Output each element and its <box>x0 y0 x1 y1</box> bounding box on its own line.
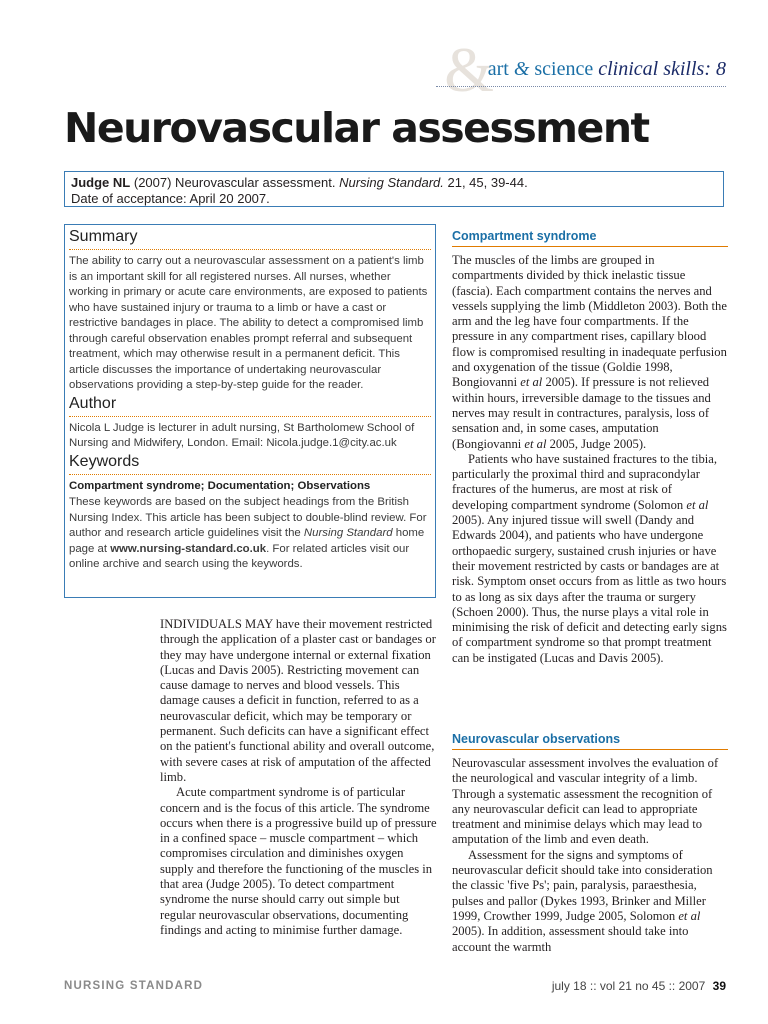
header-art: art <box>487 58 509 80</box>
neurovascular-text <box>452 756 728 955</box>
header-series: clinical skills: 8 <box>598 58 726 80</box>
citation-journal: Nursing Standard. <box>339 175 444 190</box>
page-number: 39 <box>712 979 726 993</box>
citation-volume: 21, 45, 39-44. <box>447 175 528 190</box>
article-title: Neurovascular assessment <box>64 104 649 152</box>
author-heading: Author <box>69 394 431 417</box>
header-science: science <box>534 58 594 80</box>
series-title <box>488 58 726 81</box>
intro-paragraph: INDIVIDUALS MAY have their movement restricted through the application of a plaster cast or bandages or they may have undergone internal or external fixation (Lucas and Davis 2005). Restricting movement can cause damage to nerves and blood vessels. This damage causes a deficit in function, referred to as a neurovascular deficit, which may be temporary or permanent. Such deficits can have a significant effect on the patient's functional ability and overall outcome, with severe cases at risk of amputation of the affected limb. <box>160 617 436 784</box>
footer-issue-text: july 18 :: vol 21 no 45 :: 2007 <box>551 979 706 993</box>
section-heading-compartment: Compartment syndrome <box>452 229 728 247</box>
compartment-syndrome-text <box>452 253 728 666</box>
footer-journal: NURSING STANDARD <box>64 980 204 992</box>
summary-text: The ability to carry out a neurovascular assessment on a patient's limb is an important skill for all registered nurses. All nurses, whether working in primary or acute care environments, are exposed to patients who have sustained injury or trauma to a limb or have a cast or restrictive bandages in place. The ability to detect a compromised limb through careful observation enables prompt referral and subsequent treatment, which may otherwise result in a permanent deficit. This article discusses the importance of undertaking neurovascular observations providing a step-by-step guide for the reader. <box>69 255 428 391</box>
keywords-heading: Keywords <box>69 452 431 475</box>
header-amp: & <box>513 58 530 80</box>
citation-box <box>64 171 724 207</box>
cs-paragraph-1: The muscles of the limbs are grouped in compartments divided by thick inelastic tissue (fascia). Each compartment contains the nerves and vessels supplying the limb (Middleton 2003). Both the arm and the leg have four compartments. If the pressure in any compartment rises, capillary blood flow is compromised resulting in inadequate perfusion and oxygenation of the tissue (Goldie 1998, Bongiovanni et al 2005). If pressure is not relieved within hours, irreversible damage to the tissues and nerves may result in contractures, paralysis, loss of sensation and, in some cases, amputation (Bongiovanni et al 2005, Judge 2005). <box>452 253 727 451</box>
summary-heading: Summary <box>69 227 431 250</box>
citation-line <box>71 175 717 191</box>
citation-author: Judge NL <box>71 175 131 190</box>
header-rule <box>436 86 726 87</box>
author-text: Nicola L Judge is lecturer in adult nursing, St Bartholomew School of Nursing and Midwifery, London. Email: Nicola.judge.1@city.ac.uk <box>69 421 415 449</box>
ampersand-watermark: & <box>444 34 494 105</box>
nv-paragraph-2: Assessment for the signs and symptoms of neurovascular deficit should take into consideration the classic 'five Ps'; pain, paralysis, paraesthesia, pulses and pallor (Dykes 1993, Brinker and Miller 1999, Crowther 1999, Judge 2005, Solomon et al 2005). In addition, assessment should take into account the warmth <box>452 847 713 954</box>
series-header <box>426 34 726 105</box>
nv-paragraph-1: Neurovascular assessment involves the evaluation of the neurological and vascular integrity of a limb. Through a systematic assessment the recognition of any neurovascular deficit can lead to appropriate treatment and minimise delays which may lead to amputation of the limb and even death. <box>452 756 719 847</box>
keywords-list: Compartment syndrome; Documentation; Observations <box>69 479 371 492</box>
summary-box <box>64 224 436 598</box>
keywords-note: These keywords are based on the subject headings from the British Nursing Index. This article has been subject to double-blind review. For author and research article guidelines visit the Nursing Standard home page at www.nursing-standard.co.uk. For related articles visit our online archive and search using the keywords. <box>69 496 427 570</box>
journal-link[interactable]: www.nursing-standard.co.uk <box>110 542 267 555</box>
cs-paragraph-2: Patients who have sustained fractures to the tibia, particularly the proximal third and supracondylar fractures of the humerus, are most at risk of developing compartment syndrome (Solomon et al 2005). Any injured tissue will swell (Dandy and Edwards 2004), and patients who have undergone orthopaedic surgery, sustained crush injuries or have their movement restricted by casts or bandages are at risk. Symptom onset occurs from as little as two hours to as long as six days after the trauma or surgery (Schoen 2000). Thus, the nurse plays a vital role in minimising the risk of deficit and detecting early signs of compartment syndrome so that prompt treatment can be instigated (Lucas and Davis 2005). <box>452 451 727 665</box>
section-heading-neurovascular: Neurovascular observations <box>452 732 728 750</box>
acute-cs-paragraph: Acute compartment syndrome is of particular concern and is the focus of this article. The syndrome occurs when there is a progressive build up of pressure in a confined space – muscle compartment – which compromises circulation and diminishes oxygen supply and therefore the functioning of the muscles in that area (Judge 2005). To detect compartment syndrome the nurse should carry out simple but regular neurovascular observations, documenting findings and acting to minimise further damage. <box>160 785 437 937</box>
citation-year: (2007) Neurovascular assessment. <box>133 175 336 190</box>
citation-acceptance: Date of acceptance: April 20 2007. <box>71 191 270 206</box>
left-column <box>160 617 438 938</box>
footer-issue <box>552 979 726 993</box>
